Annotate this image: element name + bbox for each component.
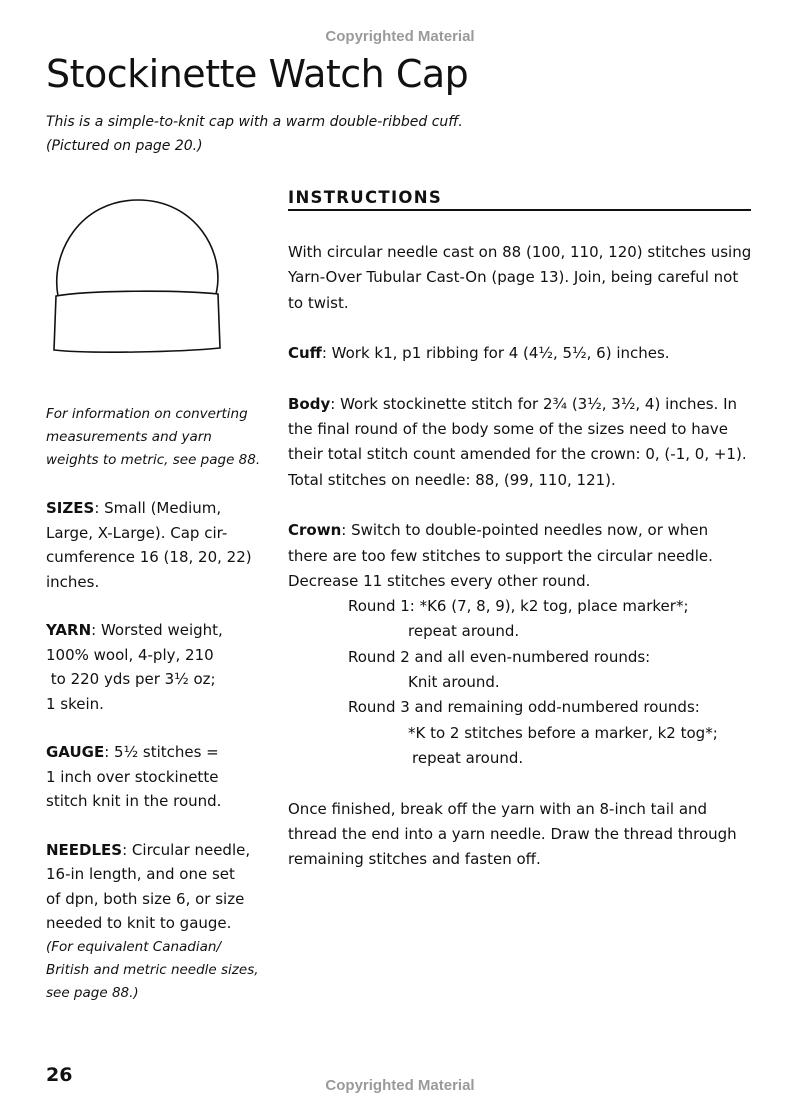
watch-cap-illustration: [50, 198, 225, 358]
gauge-text: 1 inch over stockinette: [46, 767, 219, 786]
paragraph-line: thread the end into a yarn needle. Draw the thread through: [288, 824, 737, 843]
copyright-watermark-top: Copyrighted Material: [325, 28, 475, 45]
round-step: Round 3 and remaining odd-numbered rounds:: [348, 698, 700, 717]
sizes-block: [46, 496, 252, 594]
cuff-text: : Work k1, p1 ribbing for 4 (4½, 5½, 6) inches.: [321, 344, 670, 363]
paragraph-line: Total stitches on needle: 88, (99, 110, 121).: [288, 470, 616, 489]
yarn-text: to 220 yds per 3½ oz;: [46, 670, 216, 688]
paragraph-line: With circular needle cast on 88 (100, 110, 120) stitches using: [288, 243, 752, 261]
needles-note: British and metric needle sizes,: [46, 961, 259, 978]
paragraph-line: there are too few stitches to support the circular needle.: [288, 546, 713, 565]
metric-note: [46, 403, 261, 472]
round-step-continued: *K to 2 stitches before a marker, k2 tog*;: [408, 723, 718, 742]
gauge-block: [46, 740, 246, 814]
body-label: Body: [288, 394, 331, 413]
gauge-label: GAUGE: [46, 743, 105, 761]
instructions-body: [288, 240, 758, 872]
intro-text: [46, 110, 466, 158]
note-line: measurements and yarn: [46, 429, 212, 445]
intro-line: This is a simple-to-knit cap with a warm double-ribbed cuff.: [46, 114, 463, 130]
paragraph-line: Yarn-Over Tubular Cast-On (page 13). Join, being careful not: [288, 268, 739, 287]
page-title: Stockinette Watch Cap: [46, 52, 469, 96]
paragraph-line: the final round of the body some of the sizes need to have: [288, 420, 729, 439]
gauge-text: : 5½ stitches =: [104, 743, 219, 761]
round-step: Round 1: *K6 (7, 8, 9), k2 tog, place marker*;: [348, 597, 689, 616]
cast-on-paragraph: [288, 240, 758, 316]
yarn-text: : Worsted weight,: [91, 621, 223, 639]
paragraph-line: their total stitch count amended for the crown: 0, (-1, 0, +1).: [288, 445, 747, 464]
needles-text: needed to knit to gauge.: [46, 914, 232, 932]
yarn-text: 1 skein.: [46, 694, 104, 713]
paragraph-line: Decrease 11 stitches every other round.: [288, 571, 591, 590]
yarn-text: 100% wool, 4-ply, 210: [46, 645, 214, 664]
sizes-text: cumference 16 (18, 20, 22): [46, 548, 252, 566]
crown-paragraph: [288, 518, 758, 771]
paragraph-line: Once finished, break off the yarn with an 8-inch tail and: [288, 799, 708, 818]
paragraph-line: remaining stitches and fasten off.: [288, 850, 541, 869]
yarn-block: [46, 618, 246, 716]
round-step-continued: Knit around.: [408, 673, 500, 692]
gauge-text: stitch knit in the round.: [46, 792, 222, 810]
instructions-heading: INSTRUCTIONS: [288, 188, 751, 211]
page-number: 26: [46, 1064, 73, 1086]
yarn-label: YARN: [46, 621, 92, 639]
sizes-text: Large, X-Large). Cap cir-: [46, 523, 228, 542]
finish-paragraph: [288, 797, 758, 873]
paragraph-line: to twist.: [288, 293, 349, 312]
note-line: weights to metric, see page 88.: [46, 452, 261, 468]
needles-label: NEEDLES: [46, 840, 123, 859]
sizes-text: : Small (Medium,: [94, 499, 222, 517]
intro-line: (Pictured on page 20.): [46, 138, 203, 154]
needles-text: of dpn, both size 6, or size: [46, 889, 245, 908]
needles-block: [46, 838, 259, 1005]
needles-text: : Circular needle,: [122, 840, 251, 859]
cuff-paragraph: [288, 341, 758, 366]
body-text: : Work stockinette stitch for 2¾ (3½, 3½, 4) inches. In: [330, 394, 738, 413]
note-line: For information on converting: [46, 406, 248, 422]
sizes-text: inches.: [46, 572, 100, 591]
sidebar-specs: [46, 403, 261, 1005]
needles-note: see page 88.): [46, 984, 139, 1001]
needles-text: 16-in length, and one set: [46, 865, 235, 883]
copyright-watermark-bottom: Copyrighted Material: [325, 1077, 475, 1094]
sizes-label: SIZES: [46, 499, 95, 517]
body-paragraph: [288, 392, 758, 493]
crown-label: Crown: [288, 521, 342, 540]
round-step-continued: repeat around.: [412, 748, 524, 767]
round-step-continued: repeat around.: [408, 622, 520, 641]
crown-text: : Switch to double-pointed needles now, or when: [341, 521, 709, 540]
needles-note: (For equivalent Canadian/: [46, 938, 221, 955]
cuff-label: Cuff: [288, 344, 322, 363]
round-step: Round 2 and all even-numbered rounds:: [348, 647, 651, 666]
